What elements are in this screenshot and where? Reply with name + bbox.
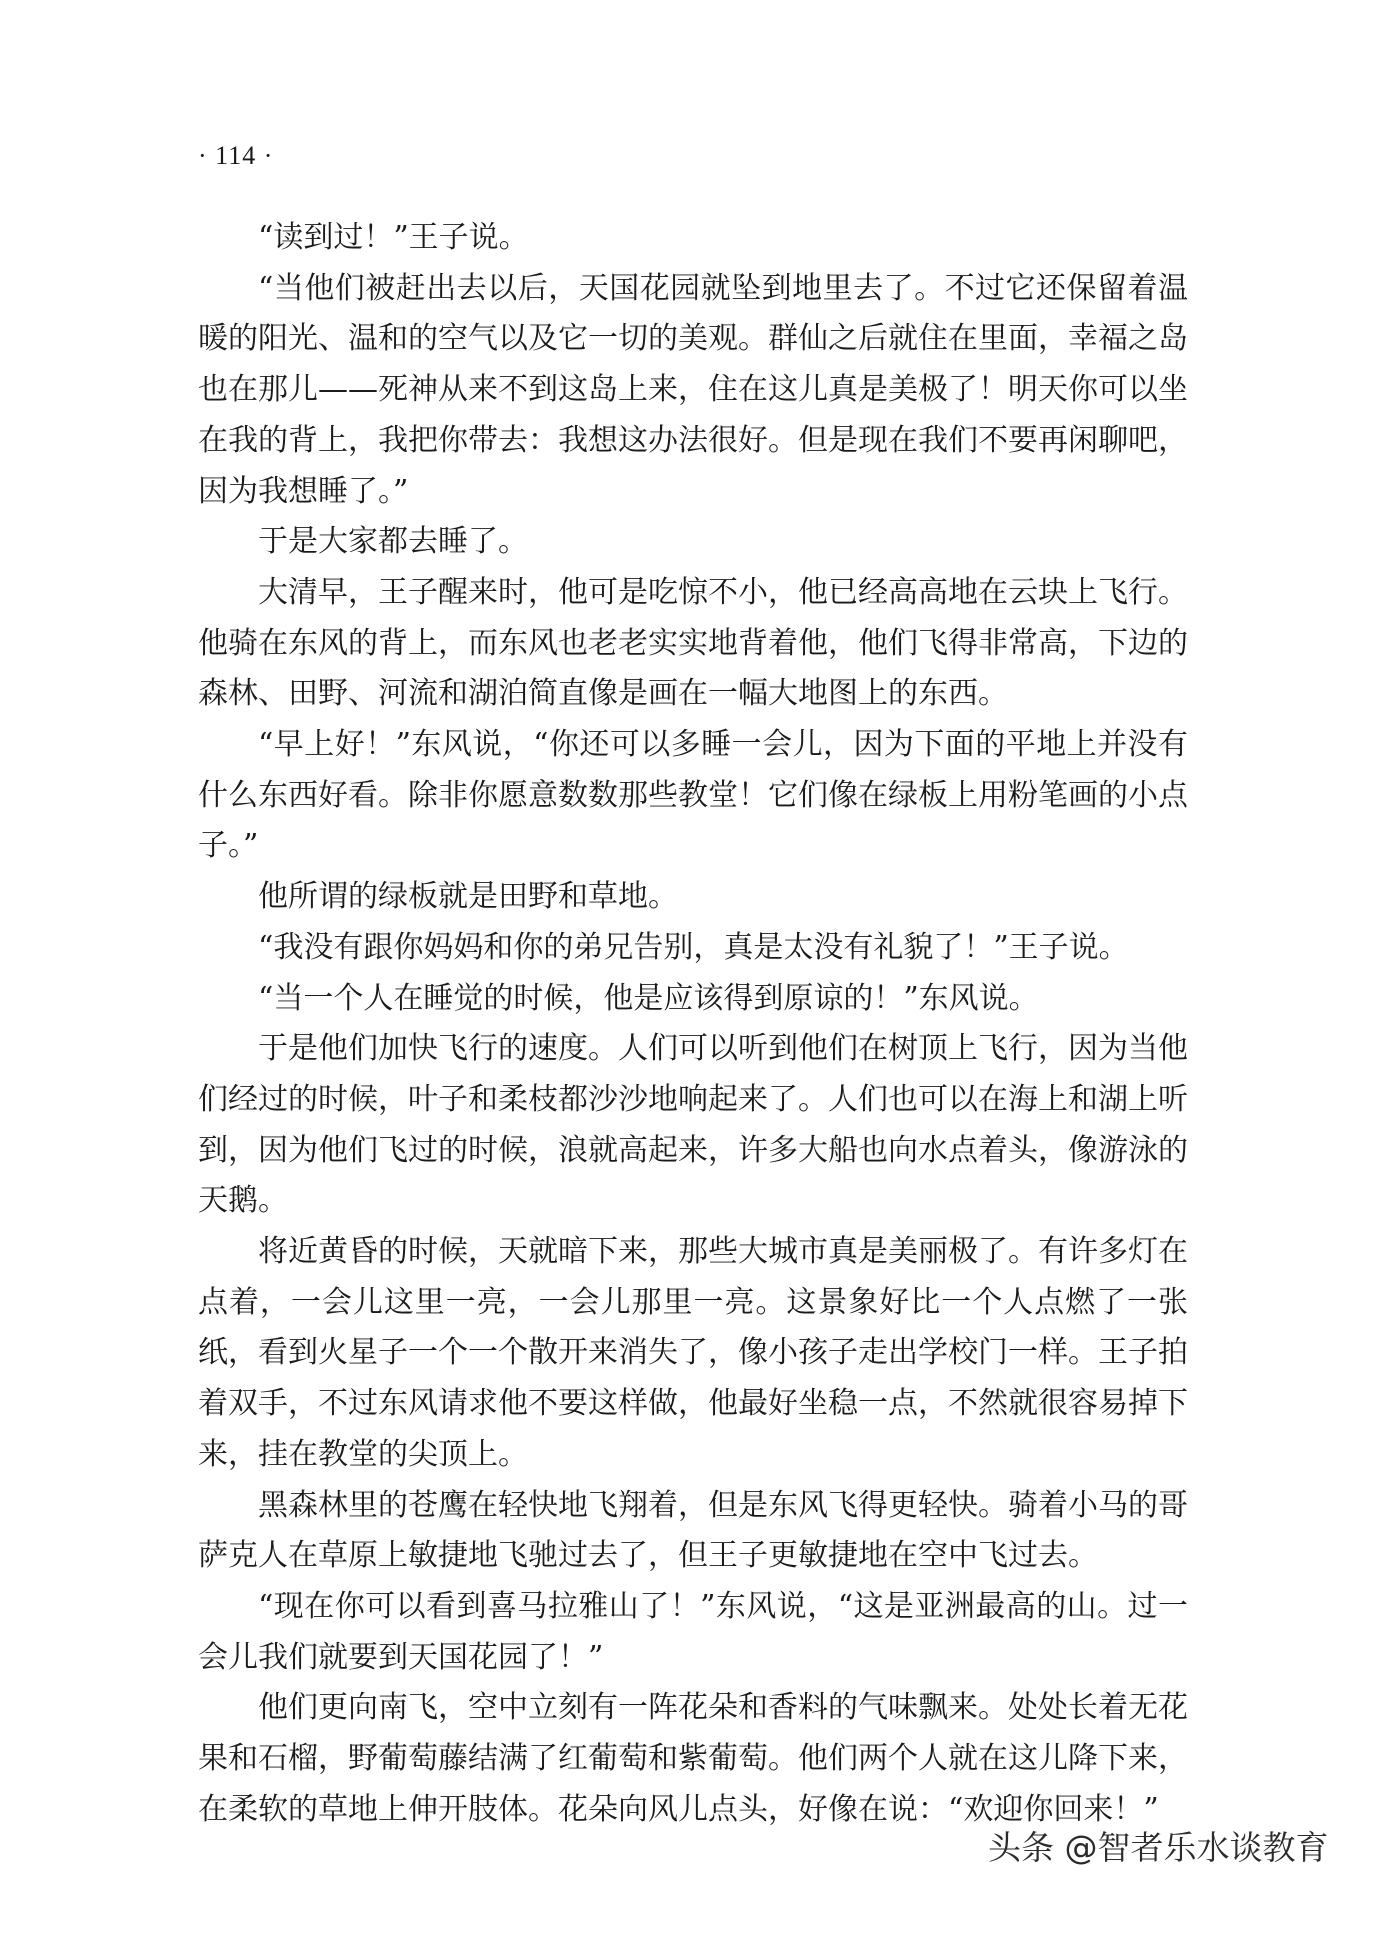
paragraph: 将近黄昏的时候，天就暗下来，那些大城市真是美丽极了。有许多灯在点着，一会儿这里一亮，一会儿那里一亮。这景象好比一个人点燃了一张纸，看到火星子一个一个散开来消失了，像小孩子走出学校门一样。王子拍着双手，不过东风请求他不要这样做，他最好坐稳一点，不然就很容易掉下来，挂在教堂的尖顶上。 [198,1234,1188,1472]
paragraph: “当一个人在睡觉的时候，他是应该得到原谅的！”东风说。 [258,980,1039,1016]
paragraph: 于是大家都去睡了。 [258,524,528,560]
paragraph: 他们更向南飞，空中立刻有一阵花朵和香料的气味飘来。处处长着无花果和石榴，野葡萄藤结满了红葡萄和紫葡萄。他们两个人就在这儿降下来，在柔软的草地上伸开肢体。花朵向风儿点头，好像在说：“欢迎你回来！” [198,1690,1188,1827]
paragraph: 黑森林里的苍鹰在轻快地飞翔着，但是东风飞得更轻快。骑着小马的哥萨克人在草原上敏捷地飞驰过去了，但王子更敏捷地在空中飞过去。 [198,1487,1188,1574]
page-number: · 114 · [198,141,274,170]
paragraph: “读到过！”王子说。 [258,220,529,255]
body-text [198,213,1188,1836]
paragraph: 他所谓的绿板就是田野和草地。 [258,879,678,915]
watermark-credit: 头条 @智者乐水谈教育 [988,1828,1329,1867]
paragraph: “现在你可以看到喜马拉雅山了！”东风说，“这是亚洲最高的山。过一会儿我们就要到天国花园了！” [198,1588,1188,1675]
paragraph: “我没有跟你妈妈和你的弟兄告别，真是太没有礼貌了！”王子说。 [258,929,1129,965]
paragraph: 于是他们加快飞行的速度。人们可以听到他们在树顶上飞行，因为当他们经过的时候，叶子和柔枝都沙沙地响起来了。人们也可以在海上和湖上听到，因为他们飞过的时候，浪就高起来，许多大船也向水点着头，像游泳的天鹅。 [198,1031,1188,1219]
paragraph: “当他们被赶出去以后，天国花园就坠到地里去了。不过它还保留着温暖的阳光、温和的空气以及它一切的美观。群仙之后就住在里面，幸福之岛也在那儿——死神从来不到这岛上来，住在这儿真是美极了！明天你可以坐在我的背上，我把你带去：我想这办法很好。但是现在我们不要再闲聊吧，因为我想睡了。” [198,270,1188,509]
paragraph: “早上好！”东风说，“你还可以多睡一会儿，因为下面的平地上并没有什么东西好看。除非你愿意数数那些教堂！它们像在绿板上用粉笔画的小点子。” [198,727,1188,864]
paragraph: 大清早，王子醒来时，他可是吃惊不小，他已经高高地在云块上飞行。他骑在东风的背上，而东风也老老实实地背着他，他们飞得非常高，下边的森林、田野、河流和湖泊简直像是画在一幅大地图上的东西。 [198,574,1188,712]
